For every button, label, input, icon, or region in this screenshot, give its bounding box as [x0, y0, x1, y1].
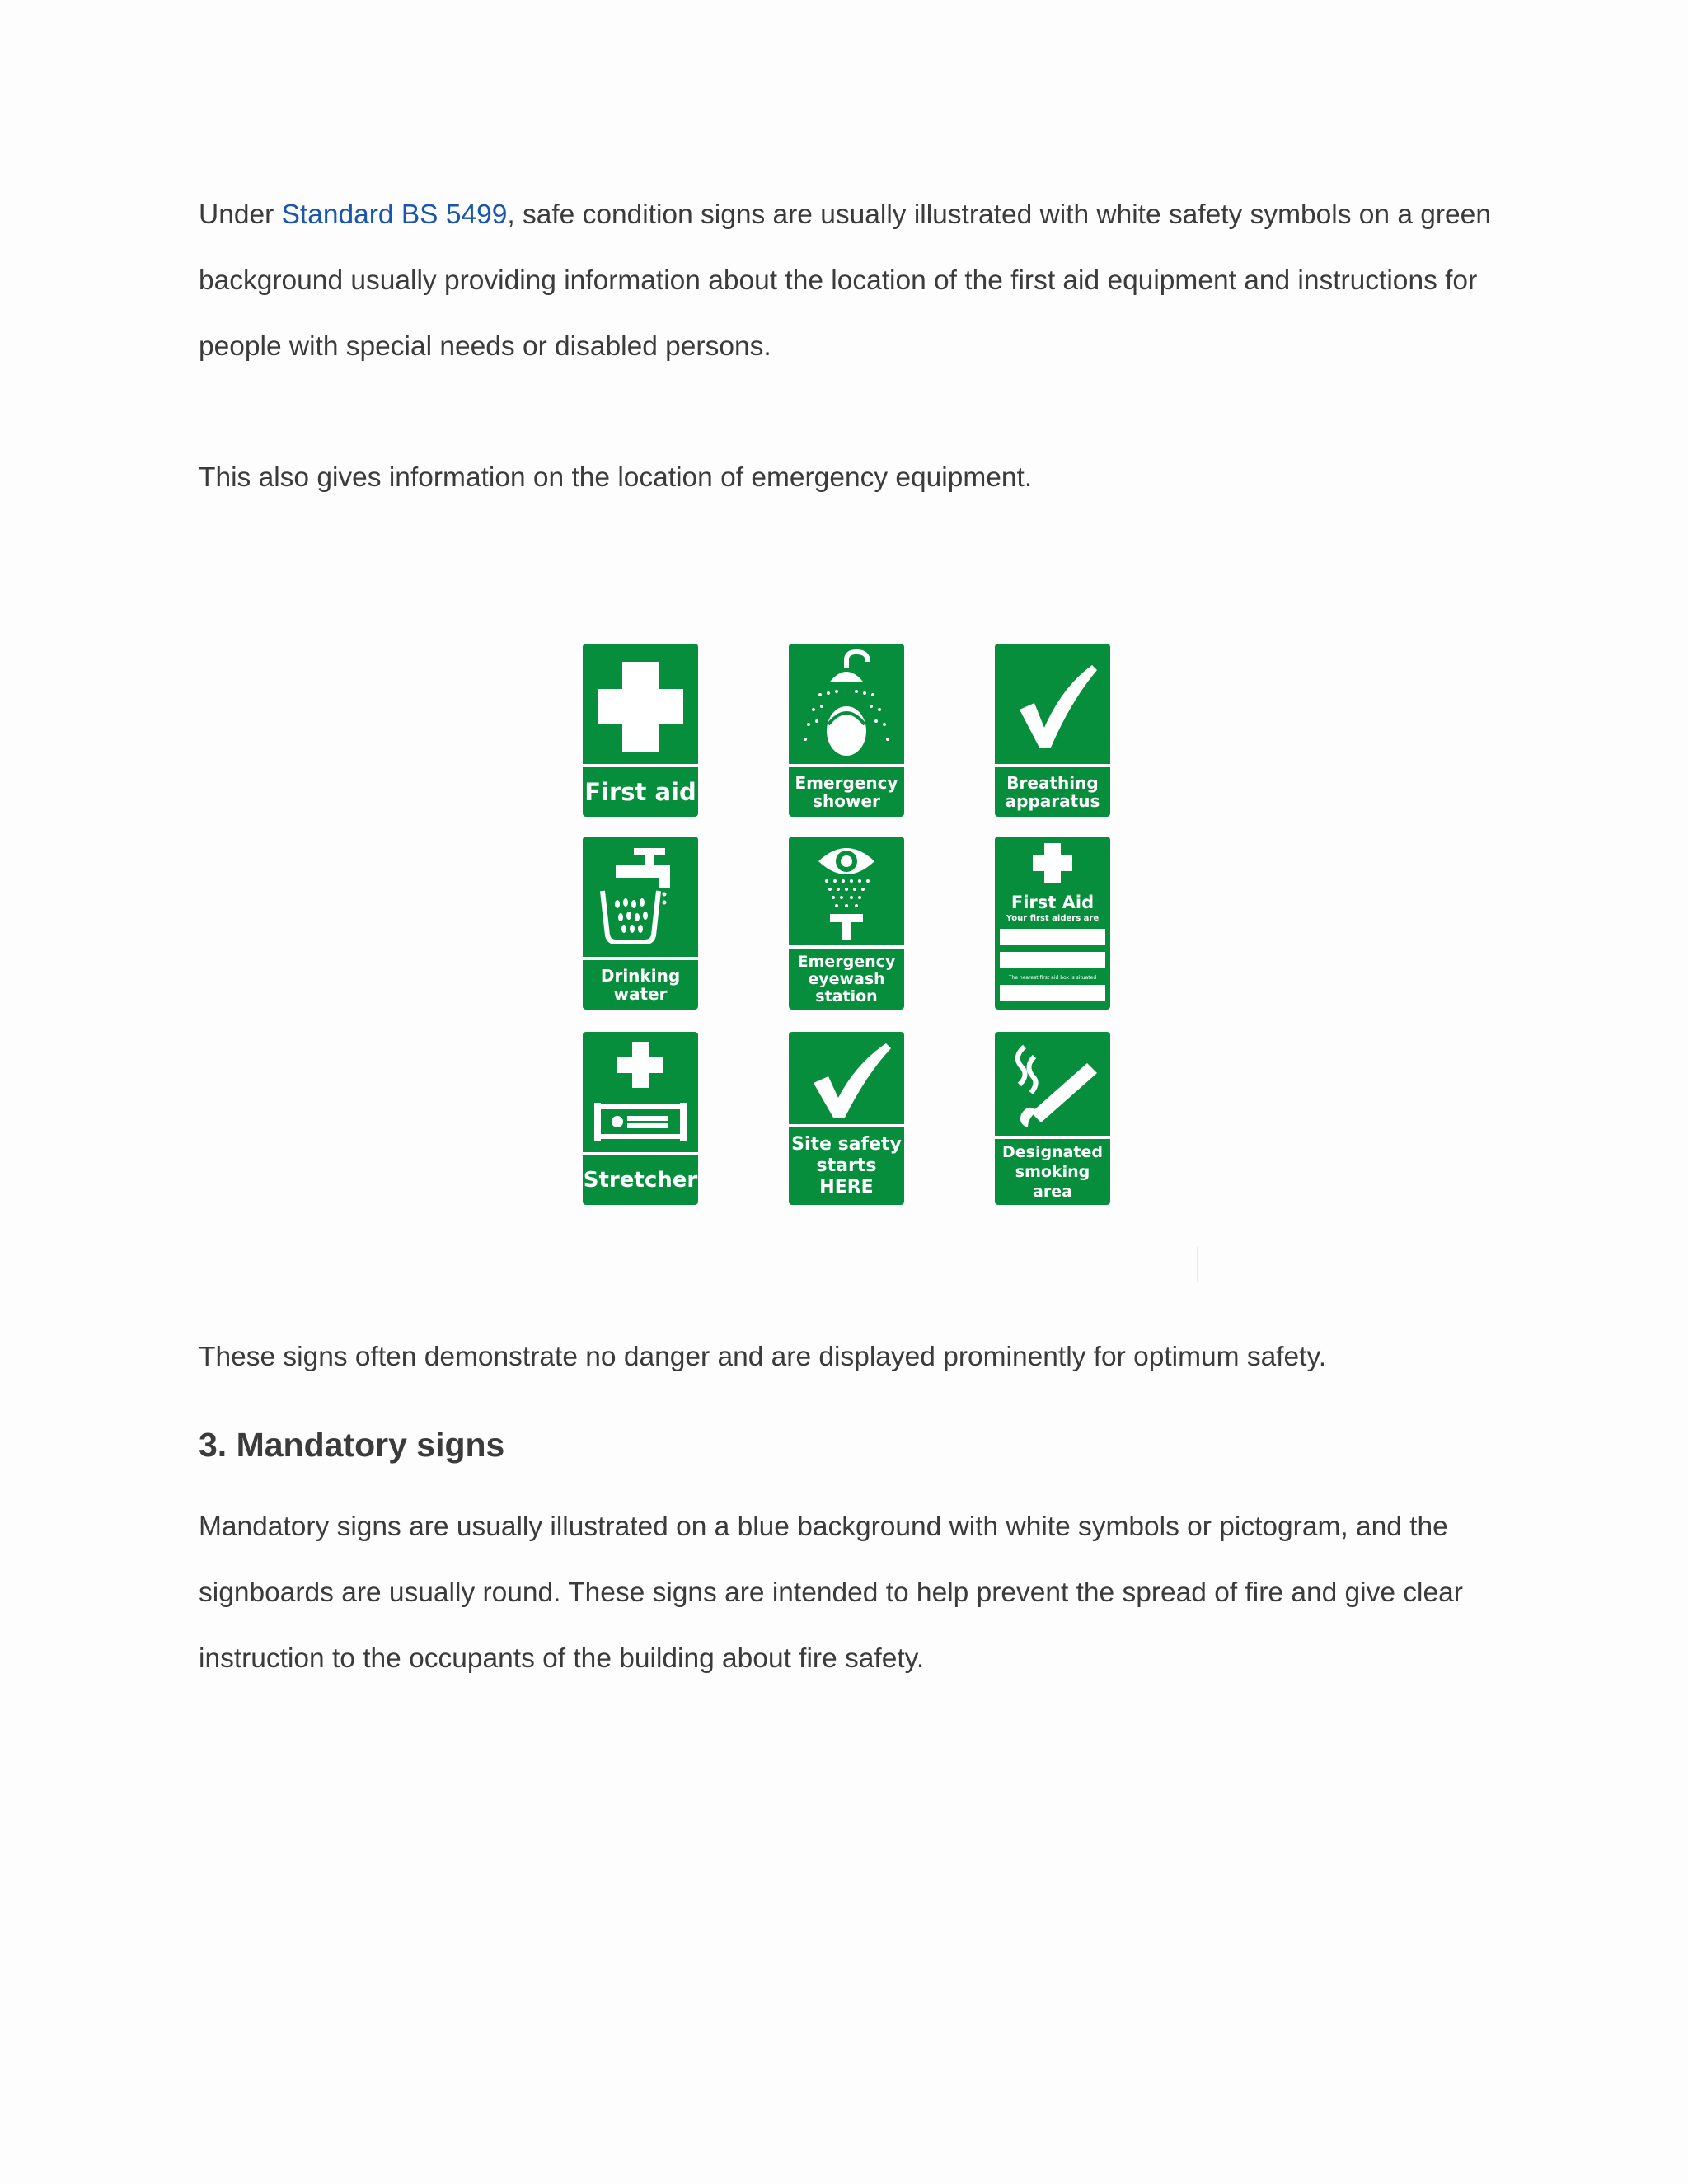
- sign-first-aid-notice: [995, 837, 1110, 1010]
- bs5499-link[interactable]: Standard BS 5499: [281, 199, 508, 230]
- sign-designated-smoking: [995, 1032, 1110, 1205]
- checkmark-icon: [995, 644, 1110, 764]
- cigarette-icon: [995, 1032, 1110, 1136]
- sign-caption: Designated smoking area: [1002, 1143, 1103, 1201]
- sign-site-safety: [789, 1032, 904, 1205]
- tap-icon: [583, 837, 698, 957]
- sign-caption: Stretcher: [583, 1168, 698, 1193]
- intro-paragraph: [199, 182, 1501, 380]
- emergency-paragraph: This also gives information on the location of emergency equipment.: [199, 462, 1033, 493]
- sign-breathing-apparatus: [995, 644, 1110, 817]
- stretcher-icon: [583, 1032, 698, 1152]
- name-field: [1000, 929, 1105, 945]
- sign-footnote: The nearest first aid box is situated: [1008, 975, 1097, 981]
- sign-caption: Site safety starts HERE: [791, 1134, 902, 1197]
- cross-icon: [583, 644, 698, 764]
- sign-first-aid: [583, 644, 698, 817]
- name-field: [1000, 985, 1105, 1001]
- sign-emergency-eyewash: [789, 837, 904, 1010]
- eyewash-icon: [789, 837, 904, 945]
- intro-suffix: , safe condition signs are usually illustrated with white safety symbols on a green background usually providing information about the location of the first aid equipment and instructions for people with special needs or disabled persons.: [199, 199, 1491, 362]
- sign-drinking-water: [583, 837, 698, 1010]
- intro-prefix: Under: [199, 199, 282, 230]
- danger-paragraph: These signs often demonstrate no danger and are displayed prominently for optimum safety.: [199, 1342, 1327, 1372]
- sign-emergency-shower: [789, 644, 904, 817]
- sign-subcaption: Your first aiders are: [1006, 914, 1100, 923]
- section-heading: 3. Mandatory signs: [199, 1426, 505, 1464]
- sign-caption: Emergency eyewash station: [797, 952, 896, 1005]
- sign-stretcher: [583, 1032, 698, 1205]
- sign-caption: Breathing apparatus: [1005, 773, 1100, 811]
- sign-caption: First aid: [584, 778, 696, 806]
- safe-condition-signs-figure: [577, 639, 1121, 1216]
- sign-caption: First Aid: [1010, 893, 1095, 912]
- sign-caption: Drinking water: [600, 966, 681, 1004]
- name-field: [1000, 952, 1105, 968]
- shower-icon: [789, 644, 904, 764]
- checkmark-icon: [789, 1032, 904, 1124]
- sign-caption: Emergency shower: [795, 773, 898, 811]
- mandatory-paragraph: Mandatory signs are usually illustrated on a blue background with white symbols or pictogram, and the signboards are usually round. These signs are intended to help prevent the spread of fire and give clear instruction to the occupants of the building about fire safety.: [199, 1511, 1463, 1674]
- cross-icon: [995, 837, 1110, 894]
- divider: [1197, 1247, 1198, 1282]
